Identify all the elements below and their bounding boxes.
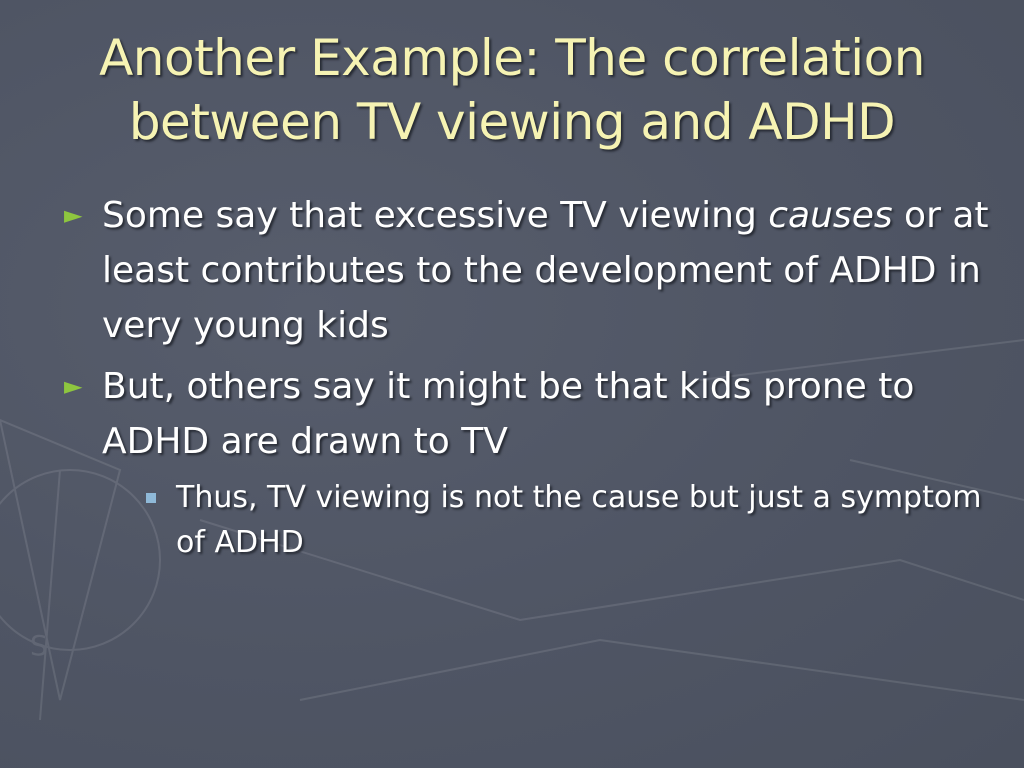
bullet-text: Some say that excessive TV viewing [102,195,769,236]
bullet-emphasis-text: causes [768,195,893,236]
slide-title-line-2: between TV viewing and ADHD [128,93,896,151]
bullet-arrow-icon: ► [64,201,83,229]
bullet-text-continued: or at least contributes to the development of ADHD in very young kids [102,195,989,346]
bullet-item [64,359,994,469]
sub-bullet-text: Thus, TV viewing is not the cause but just a symptom of ADHD [176,480,982,560]
slide-body [64,188,994,565]
square-bullet-icon [146,493,156,503]
bullet-item [64,188,994,353]
bullet-arrow-icon: ► [64,372,83,400]
bullet-text: But, others say it might be that kids prone to ADHD are drawn to TV [102,366,915,462]
svg-text:S: S [30,629,48,662]
slide-title [40,26,984,154]
sub-bullet-item [146,475,994,565]
slide-title-line-1: Another Example: The correlation [99,29,925,87]
